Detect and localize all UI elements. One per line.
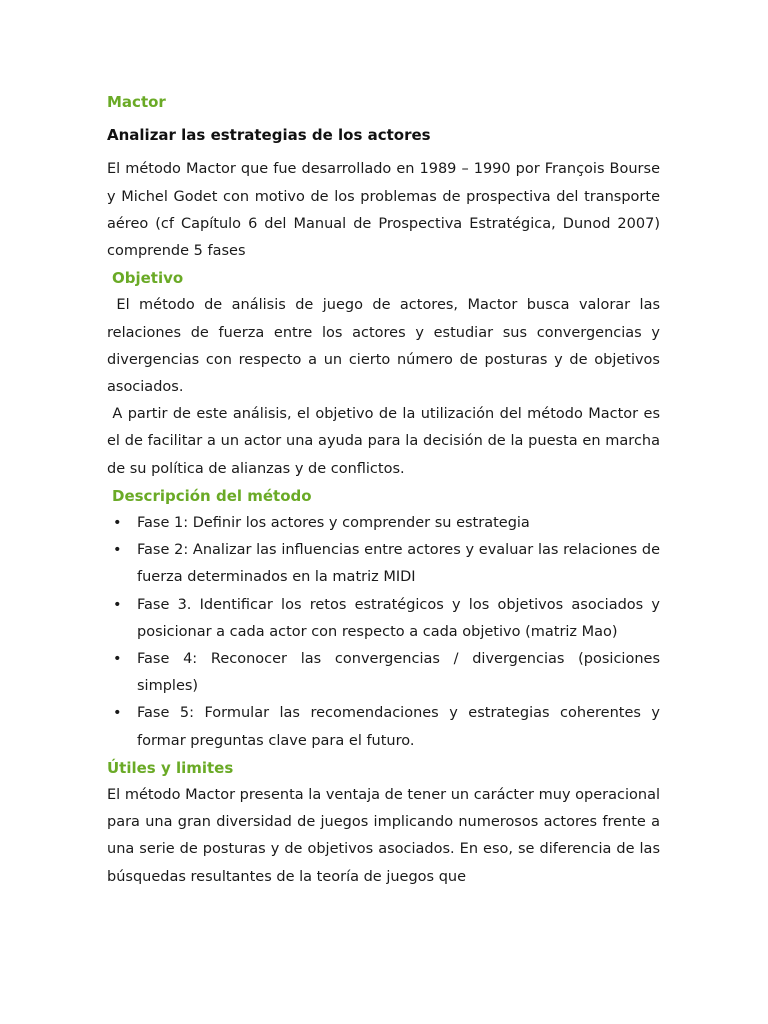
document-subtitle: Analizar las estrategias de los actores [107, 126, 431, 145]
list-item-text: Fase 4: Reconocer las convergencias / divergencias (posiciones simples) [137, 651, 660, 695]
document-title: Mactor [107, 93, 166, 111]
list-item [107, 700, 660, 754]
section-heading-objetivo: Objetivo [112, 269, 184, 288]
list-item [107, 592, 660, 646]
objetivo-paragraph-2 [107, 401, 660, 483]
section-heading-utiles: Útiles y limites [107, 758, 234, 777]
bullet-icon: • [113, 596, 122, 613]
utiles-paragraph: El método Mactor presenta la ventaja de tener un carácter muy operacional para una gran diversidad de juegos implicando numerosos actores frente a una serie de posturas y de objetivos asociados. En eso, se diferencia de las búsquedas resultantes de la teoría de juegos que [107, 787, 660, 885]
list-item-text: Fase 1: Definir los actores y comprender su estrategia [137, 515, 530, 532]
list-item [107, 646, 660, 700]
bullet-icon: • [113, 542, 122, 559]
objetivo-paragraph-1 [107, 292, 660, 401]
list-item [107, 510, 660, 537]
list-item-text: Fase 5: Formular las recomendaciones y estrategias coherentes y formar preguntas clave para el futuro. [137, 705, 660, 749]
list-item-text: Fase 2: Analizar las influencias entre actores y evaluar las relaciones de fuerza determinados en la matriz MIDI [137, 542, 660, 586]
objetivo-paragraph-1-text: El método de análisis de juego de actores, Mactor busca valorar las relaciones de fuerza entre los actores y estudiar sus convergencias y divergencias con respecto a un cierto número de posturas y de objetivos asociados. [107, 297, 661, 396]
section-heading-descripcion: Descripción del método [112, 486, 312, 505]
list-item [107, 537, 660, 591]
phases-list [107, 510, 660, 755]
bullet-icon: • [113, 705, 122, 722]
bullet-icon: • [113, 515, 122, 532]
list-item-text: Fase 3. Identificar los retos estratégicos y los objetivos asociados y posicionar a cada actor con respecto a cada objetivo (matriz Mao) [137, 596, 660, 640]
intro-paragraph: El método Mactor que fue desarrollado en 1989 – 1990 por François Bourse y Michel Godet con motivo de los problemas de prospectiva del transporte aéreo (cf Capítulo 6 del Manual de Prospectiva Estratégica, Dunod 2007) comprende 5 fases [107, 161, 660, 260]
document-page [107, 89, 660, 891]
objetivo-paragraph-2-text: A partir de este análisis, el objetivo de la utilización del método Mactor es el de facilitar a un actor una ayuda para la decisión de la puesta en marcha de su política de alianzas y de conflictos. [107, 406, 661, 477]
bullet-icon: • [113, 651, 122, 668]
